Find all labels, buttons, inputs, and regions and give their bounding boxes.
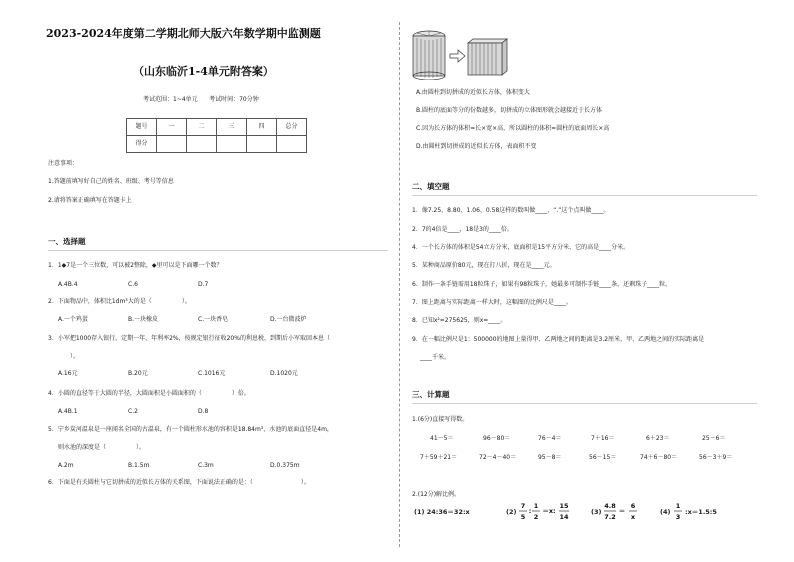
score-header-cell: 题号 <box>127 119 157 136</box>
score-header-cell: 三 <box>217 119 247 136</box>
calc-item: 56－3＋9＝ <box>699 454 733 461</box>
cylinder-figure <box>413 31 445 80</box>
option-a: A.由圆柱到切拼成的近似长方体，体积变大 <box>416 89 530 96</box>
option-b: B.圆柱的底面等分的份数越多，切拼成的立体图形就会越接近于长方体 <box>416 107 603 114</box>
option-c: C.3m <box>198 462 214 469</box>
fill-question: 6．制作一条手链需用18粒珠子，如果有98粒珠子，她最多可制作手链____条，还剩珠子____粒。 <box>412 281 672 288</box>
fill-question-cont: ____千米。 <box>420 354 451 361</box>
score-header-cell: 二 <box>187 119 217 136</box>
score-cell[interactable] <box>187 136 217 153</box>
column-divider <box>399 22 400 547</box>
fraction-numerator: 4.8 <box>604 502 616 510</box>
question-4: 4．小圆的直径等于大圆的半径，大圆面积是小圆面积的（ ）倍。 <box>48 390 250 397</box>
proportion-label: (4) <box>660 508 671 516</box>
calc-item: 6＋23＝ <box>646 435 670 442</box>
proportion-4-rest: :x＝1.5:5 <box>685 508 717 516</box>
arrow-right-icon <box>450 50 465 62</box>
notes-item: 2.请将答案正确填写在答题卡上 <box>48 197 132 204</box>
score-header-cell: 四 <box>247 119 277 136</box>
option-d: D.8 <box>198 408 209 415</box>
fill-question: 1．像7.25、8.80、1.06、0.58这样的数叫做____，“.”这个点叫做____。 <box>412 207 610 214</box>
calc-item: 7＋16＝ <box>591 435 615 442</box>
proportion-3 <box>604 500 644 524</box>
page-title: 2023-2024年度第二学期北师大版六年数学期中监测题 <box>46 27 321 40</box>
fraction-numerator: 15 <box>559 502 569 510</box>
exam-info: 考试范围：1~4单元 考试时间：70分钟 <box>143 96 259 103</box>
question-5-cont: 则水池的深度是（ ）。 <box>58 444 146 451</box>
fill-question: 8．已知x²=275625，则x=____。 <box>412 317 507 324</box>
fill-question: 9．在一幅比例尺是1：500000的地图上量得甲、乙两地之间的距离是3.2厘米，甲、乙两地之间的实际距离是 <box>412 336 705 343</box>
score-table-score-row <box>127 136 307 153</box>
option-d: D.1020元 <box>270 370 298 377</box>
option-a: A.2m <box>58 462 74 469</box>
score-table-header-row <box>127 119 307 136</box>
fraction-denominator: 7.2 <box>604 513 616 521</box>
notes-item: 1.答题前填写好自己的姓名、班级、考号等信息 <box>48 178 174 185</box>
proportion-2 <box>519 500 579 524</box>
score-cell[interactable] <box>157 136 187 153</box>
equals-symbol: ＝ <box>618 507 626 515</box>
option-a: A.4B.1 <box>58 408 78 415</box>
question-6: 6．下面是有关圆柱与它切拼成的近似长方体的关系图，下面说法正确的是：（ ）。 <box>48 479 310 486</box>
score-table <box>126 118 307 153</box>
proportion-label: (2) <box>506 508 517 516</box>
score-header-cell: 总分 <box>277 119 307 136</box>
colon-symbol: : <box>528 507 532 515</box>
calc-item: 25－6＝ <box>702 435 726 442</box>
calc-item: 96－80＝ <box>483 435 511 442</box>
option-a: A.一个鸡蛋 <box>58 316 88 323</box>
cuboid-figure <box>468 39 507 75</box>
calc-item: 72－4－40＝ <box>479 454 517 461</box>
calc-item: 7＋59＋21＝ <box>420 454 458 461</box>
option-d: D.7 <box>198 281 209 288</box>
equation-mid: ＝x: <box>542 507 556 515</box>
section-divider <box>412 403 757 404</box>
question-1: 1．1◆7是一个三位数，可以被2整除，◆里可以是下面哪一个数？ <box>48 262 223 269</box>
fraction-denominator: 5 <box>520 513 526 521</box>
page-subtitle: （山东临沂1-4单元附答案） <box>133 65 274 78</box>
fraction-denominator: 2 <box>533 513 539 521</box>
question-3-cont: ）。 <box>58 353 80 360</box>
option-c: C.因为长方体的体积=长×宽×高，所以圆柱的体积=圆柱的底面周长×高 <box>416 125 610 132</box>
score-cell[interactable] <box>247 136 277 153</box>
option-b: B.20元 <box>128 370 148 377</box>
calc-item: 41－5＝ <box>430 435 454 442</box>
fill-question: 2．7的4倍是____，18是3的____倍。 <box>412 226 513 233</box>
fill-question: 5．某种商品原价80元，现在打八折，现在是____元。 <box>412 262 556 269</box>
score-header-cell: 一 <box>157 119 187 136</box>
option-a: A.4B.4 <box>58 281 78 288</box>
fill-question: 4．一个长方体的体积是54立方分米，底面积是15平方分米，它的高是____分米。 <box>412 244 630 251</box>
option-c: C.2 <box>128 408 138 415</box>
question-2: 2．下面物品中，体积比1dm³大的是（ ）。 <box>48 298 191 305</box>
section-heading-fill: 二、填空题 <box>412 182 450 191</box>
option-c: C.6 <box>128 281 138 288</box>
question-3: 3．小军把1000存入银行，定期一年，年利率2%，按规定银行征收20%的利息税，到期后小军取回本息（ <box>48 335 330 342</box>
score-row-label: 得分 <box>127 136 157 153</box>
fraction-numerator: 6 <box>630 502 636 510</box>
fraction-numerator: 1 <box>533 502 539 510</box>
fraction-denominator: 3 <box>675 513 681 521</box>
calc-item: 74＋6－80＝ <box>640 454 678 461</box>
fraction-denominator: x <box>630 513 636 521</box>
option-b: B.1.5m <box>128 462 150 469</box>
score-cell[interactable] <box>277 136 307 153</box>
fraction-numerator: 7 <box>520 502 526 510</box>
notes-heading: 注意事项： <box>48 160 79 167</box>
question-5: 5．宁乡炭河温泉是一座闻名全国的古温泉，有一个圆柱形水池的容积是18.84m³，水池的底面直径是4m， <box>48 426 333 433</box>
calc-item: 76－4＝ <box>538 435 562 442</box>
calc-item: 95－8＝ <box>538 454 562 461</box>
calc-question-2: 2.(12分)解比例。 <box>412 491 461 498</box>
section-divider <box>412 195 757 196</box>
option-a: A.16元 <box>58 370 78 377</box>
option-d: D.0.375m <box>270 462 300 469</box>
option-c: C.1016元 <box>198 370 226 377</box>
fraction-numerator: 1 <box>675 502 681 510</box>
calc-item: 56－15＝ <box>589 454 617 461</box>
section-divider <box>48 250 388 251</box>
fraction-denominator: 14 <box>559 513 569 521</box>
section-heading-choice: 一、选择题 <box>48 237 86 246</box>
score-cell[interactable] <box>217 136 247 153</box>
fill-question: 7．图上距离与实际距离一样大时，这幅图的比例尺是____。 <box>412 299 572 306</box>
cylinder-cuboid-diagram <box>410 28 510 80</box>
proportion-label: (3) <box>591 508 602 516</box>
calc-question-1: 1.(6分)直接写得数。 <box>412 416 469 423</box>
proportion-1: (1) 24:36＝32:x <box>414 508 470 516</box>
option-c: C.一块香皂 <box>198 316 229 323</box>
option-d: D.由圆柱到切拼成的近似长方体，表面积不变 <box>416 143 537 150</box>
option-d: D.一台微波炉 <box>270 316 307 323</box>
proportion-4-fraction <box>673 500 685 524</box>
option-b: B.一块橡皮 <box>128 316 159 323</box>
section-heading-calc: 三、计算题 <box>412 390 450 399</box>
